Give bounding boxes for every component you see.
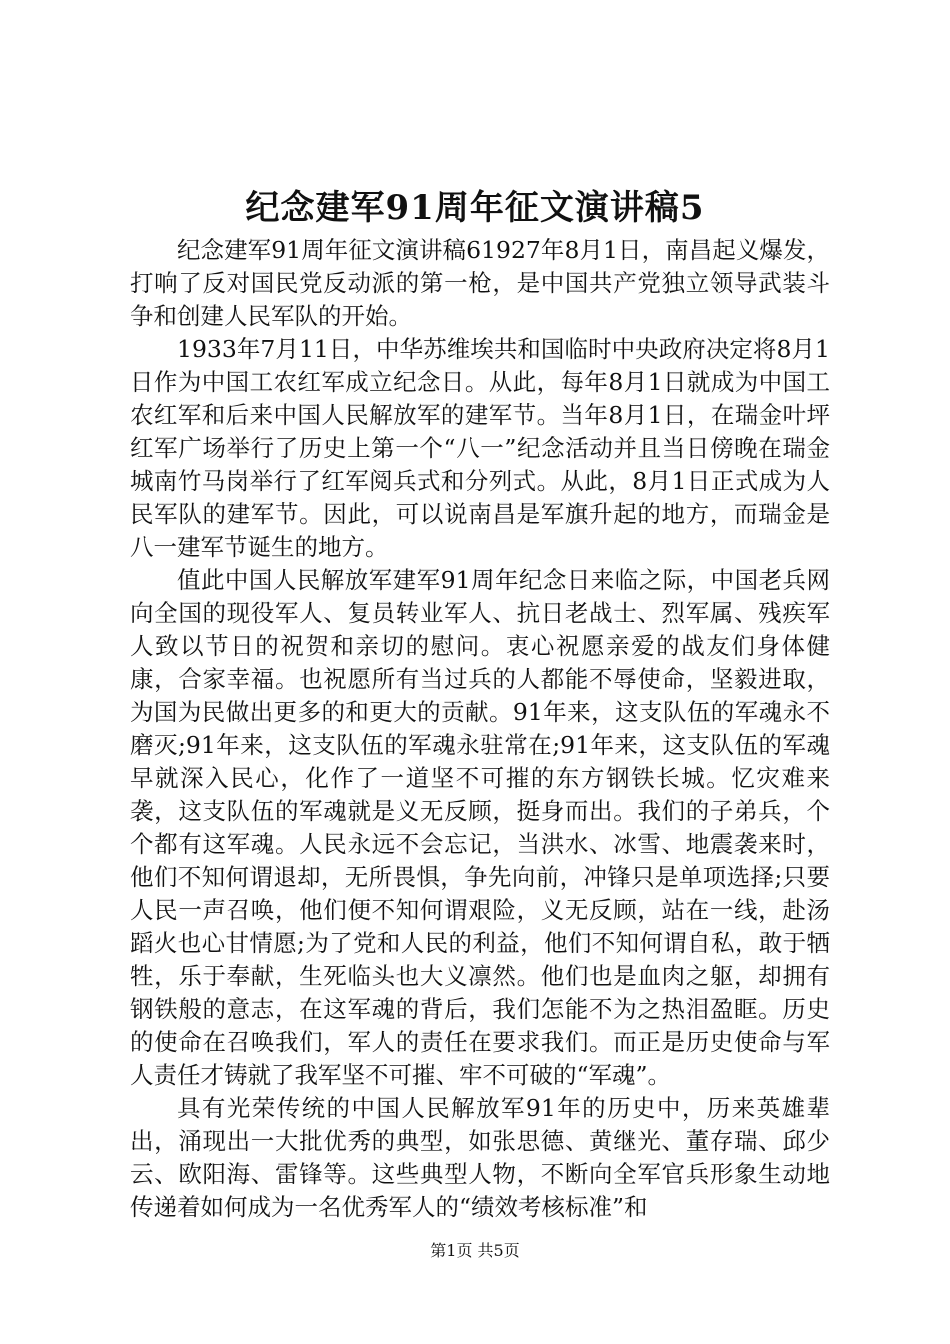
document-title: 纪念建军91周年征文演讲稿5 xyxy=(245,188,705,228)
document-body xyxy=(130,234,830,1224)
paragraph-1: 纪念建军91周年征文演讲稿61927年8月1日，南昌起义爆发，打响了反对国民党反动派的第一枪，是中国共产党独立领导武装斗争和创建人民军队的开始。 xyxy=(130,236,830,330)
page-footer: 第1页 共5页 xyxy=(430,1241,520,1260)
paragraph-3: 值此中国人民解放军建军91周年纪念日来临之际，中国老兵网向全国的现役军人、复员转业军人、抗日老战士、烈军属、残疾军人致以节日的祝贺和亲切的慰问。衷心祝愿亲爱的战友们身体健康，合家幸福。也祝愿所有当过兵的人都能不辱使命，坚毅进取，为国为民做出更多的和更大的贡献。91年来，这支队伍的军魂永不磨灭;91年来，这支队伍的军魂永驻常在;91年来，这支队伍的军魂早就深入民心，化作了一道坚不可摧的东方钢铁长城。忆灾难来袭，这支队伍的军魂就是义无反顾，挺身而出。我们的子弟兵，个个都有这军魂。人民永远不会忘记，当洪水、冰雪、地震袭来时，他们不知何谓退却，无所畏惧，争先向前，冲锋只是单项选择;只要人民一声召唤，他们便不知何谓艰险，义无反顾，站在一线，赴汤蹈火也心甘情愿;为了党和人民的利益，他们不知何谓自私，敢于牺牲，乐于奉献，生死临头也大义凛然。他们也是血肉之躯，却拥有钢铁般的意志，在这军魂的背后，我们怎能不为之热泪盈眶。历史的使命在召唤我们，军人的责任在要求我们。而正是历史使命与军人责任才铸就了我军坚不可摧、牢不可破的“军魂”。 xyxy=(130,566,830,1089)
paragraph-2: 1933年7月11日，中华苏维埃共和国临时中央政府决定将8月1日作为中国工农红军成立纪念日。从此，每年8月1日就成为中国工农红军和后来中国人民解放军的建军节。当年8月1日，在瑞金叶坪红军广场举行了历史上第一个“八一”纪念活动并且当日傍晚在瑞金城南竹马岗举行了红军阅兵式和分列式。从此，8月1日正式成为人民军队的建军节。因此，可以说南昌是军旗升起的地方，而瑞金是八一建军节诞生的地方。 xyxy=(130,335,830,561)
paragraph-4: 具有光荣传统的中国人民解放军91年的历史中，历来英雄辈出，涌现出一大批优秀的典型，如张思德、黄继光、董存瑞、邱少云、欧阳海、雷锋等。这些典型人物，不断向全军官兵形象生动地传递着如何成为一名优秀军人的“绩效考核标准”和 xyxy=(130,1094,830,1221)
